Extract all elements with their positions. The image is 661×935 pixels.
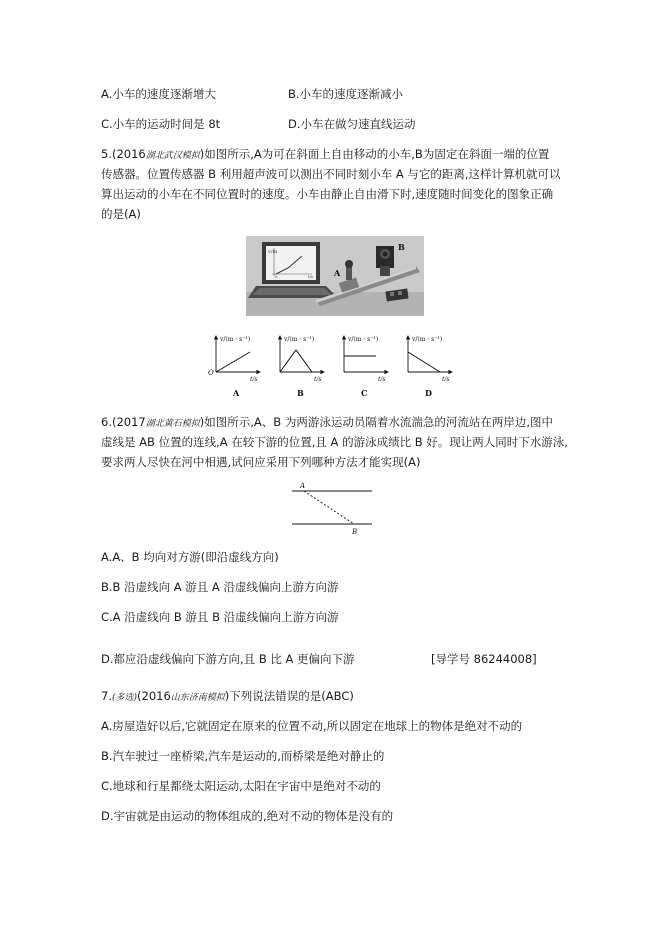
q5-photo-label-a: A xyxy=(334,268,341,278)
q5-graph-a-ylabel: v/(m · s⁻¹) xyxy=(220,336,251,343)
q5-graph-a-letter: A xyxy=(233,388,240,398)
q5-stem-rest: )如图所示,A为可在斜面上自由移动的小车,B为固定在斜面一端的位置 xyxy=(199,147,550,161)
svg-text:t/s: t/s xyxy=(308,274,314,279)
q6-river-diagram xyxy=(286,478,378,538)
q5-graph-d-letter: D xyxy=(425,388,432,398)
q5-stem-line2: 传感器。位置传感器 B 利用超声波可以测出不同时刻小车 A 与它的距离,这样计算机就可以 xyxy=(101,167,561,181)
q7-option-c: C.地球和行星都绕太阳运动,太阳在宇宙中是绝对不动的 xyxy=(101,779,381,793)
q5-graph-b-xlabel: t/s xyxy=(314,376,322,383)
q6-stem-rest: )如图所示,A、B 为两游泳运动员隔着水流湍急的河流站在两岸边,图中 xyxy=(199,415,553,429)
q7-option-d: D.宇宙就是由运动的物体组成的,绝对不动的物体是没有的 xyxy=(101,809,394,823)
q5-graph-d-ylabel: v/(m · s⁻¹) xyxy=(412,336,443,343)
q5-graph-c-xlabel: t/s xyxy=(378,376,386,383)
q7-tag: (多选) xyxy=(111,693,138,703)
q4-option-a: A.小车的速度逐渐增大 xyxy=(101,87,216,101)
q5-source: 湖北武汉模拟 xyxy=(145,151,200,161)
q7-stem-rest: )下列说法错误的是(ABC) xyxy=(224,689,354,703)
q6-year: (2017 xyxy=(111,415,146,429)
q6-stem-line3: 要求两人尽快在河中相遇,试问应采用下列哪种方法才能实现(A) xyxy=(101,455,421,469)
q6-option-d: D.都应沿虚线偏向下游方向,且 B 比 A 更偏向下游 xyxy=(101,652,355,666)
q6-label-b: B xyxy=(352,528,358,536)
svg-text:v/m: v/m xyxy=(268,249,278,255)
q4-option-d: D.小车在做匀速直线运动 xyxy=(288,117,416,131)
q4-option-c: C.小车的运动时间是 8t xyxy=(101,117,221,131)
q5-graph-c xyxy=(344,336,388,398)
q5-stem-line3: 算出运动的小车在不同位置时的速度。小车由静止自由滑下时,速度随时间变化的图象正确 xyxy=(101,187,554,201)
q6-stem-line1 xyxy=(101,414,553,432)
q7-number: 7. xyxy=(101,689,112,703)
q5-graph-options xyxy=(200,332,460,402)
q5-graph-b-letter: B xyxy=(297,388,304,398)
svg-text:0: 0 xyxy=(275,274,278,279)
q4-option-b: B.小车的速度逐渐减小 xyxy=(288,87,404,101)
q6-source: 湖北黄石模拟 xyxy=(145,419,200,429)
q6-guide-number: [导学号 86244008] xyxy=(431,652,537,666)
q5-graph-b-ylabel: v/(m · s⁻¹) xyxy=(284,336,315,343)
q5-graph-a-origin: O xyxy=(208,369,214,377)
q6-label-a: A xyxy=(300,482,306,490)
q6-number: 6. xyxy=(101,415,112,429)
q5-graph-a-xlabel: t/s xyxy=(250,376,258,383)
q6-option-b: B.B 沿虚线向 A 游且 A 沿虚线偏向上游方向游 xyxy=(101,580,339,594)
q5-stem-line4: 的是(A) xyxy=(101,207,141,221)
q6-stem-line2: 虚线是 AB 位置的连线,A 在较下游的位置,且 A 的游泳成绩比 B 好。现让两人同时下水游泳, xyxy=(101,435,568,449)
q5-photo-label-b: B xyxy=(398,242,405,252)
q5-apparatus-photo xyxy=(246,236,424,316)
q5-number: 5. xyxy=(101,147,112,161)
q6-option-c: C.A 沿虚线向 B 游且 B 沿虚线偏向上游方向游 xyxy=(101,610,339,624)
q7-option-a: A.房屋造好以后,它就固定在原来的位置不动,所以固定在地球上的物体是绝对不动的 xyxy=(101,719,523,733)
q5-stem-line1 xyxy=(101,146,549,164)
q5-graph-a xyxy=(208,336,260,398)
q7-year: (2016 xyxy=(137,689,171,703)
q6-option-a: A.A、B 均向对方游(即沿虚线方向) xyxy=(101,550,279,564)
q7-stem xyxy=(101,688,354,706)
q5-graph-d-xlabel: t/s xyxy=(442,376,450,383)
q7-option-b: B.汽车驶过一座桥梁,汽车是运动的,而桥梁是绝对静止的 xyxy=(101,749,385,763)
q5-graph-b xyxy=(280,336,324,398)
q5-graph-c-ylabel: v/(m · s⁻¹) xyxy=(348,336,379,343)
q5-graph-c-letter: C xyxy=(361,388,368,398)
q7-source: 山东济南模拟 xyxy=(170,693,225,703)
q5-year: (2016 xyxy=(111,147,146,161)
q5-graph-d xyxy=(408,336,452,398)
